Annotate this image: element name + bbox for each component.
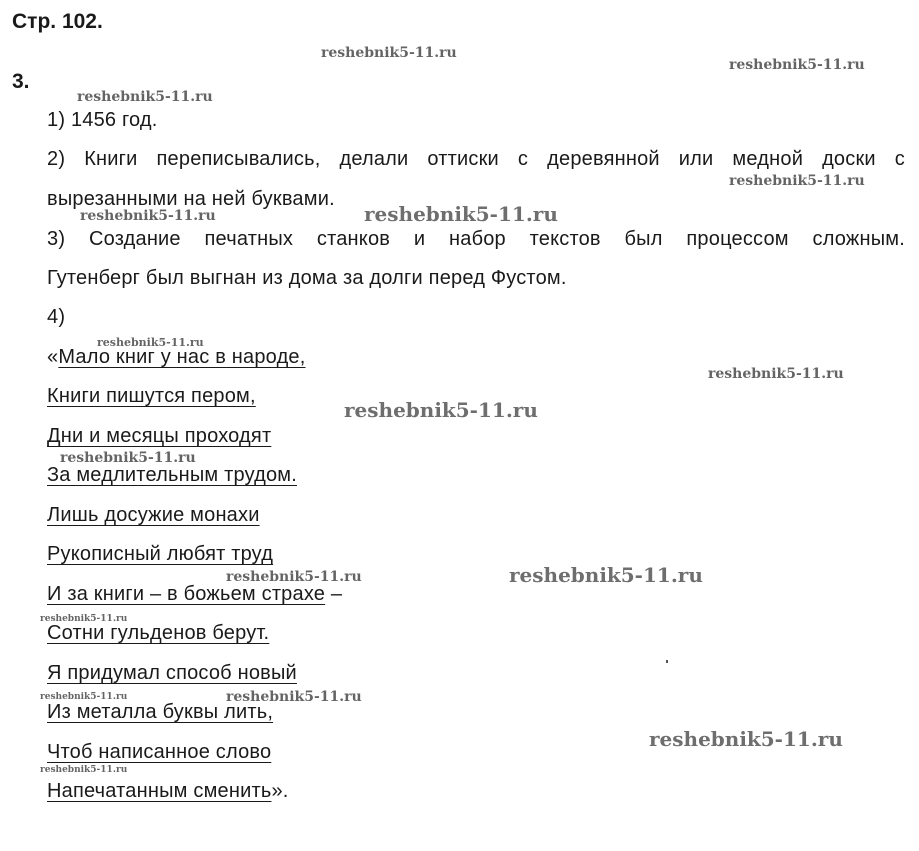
ink-speck [666, 660, 668, 663]
poem-text-4: За медлительным трудом. [47, 464, 298, 486]
poem-text-2: Книги пишутся пером, [47, 385, 256, 407]
poem-line-4 [47, 464, 297, 487]
watermark: reshebnik5-11.ru [344, 398, 538, 422]
watermark: reshebnik5-11.ru [226, 569, 362, 585]
watermark: reshebnik5-11.ru [226, 689, 362, 705]
watermark: reshebnik5-11.ru [97, 336, 204, 349]
answer-1: 1) 1456 год. [47, 109, 158, 131]
answer-2-line-2: вырезанными на ней буквами. [47, 188, 335, 210]
poem-text-1: Мало книг у нас в народе, [58, 346, 306, 368]
poem-text-10: Из металла буквы лить, [47, 701, 274, 723]
watermark: reshebnik5-11.ru [321, 45, 457, 61]
watermark: reshebnik5-11.ru [509, 563, 703, 587]
poem-text-6: Рукописный любят труд [47, 543, 274, 565]
poem-text-12: Напечатанным сменить [47, 780, 272, 802]
watermark: reshebnik5-11.ru [364, 202, 558, 226]
poem-line-3 [47, 425, 271, 448]
watermark: reshebnik5-11.ru [40, 765, 128, 775]
poem-line-2 [47, 385, 256, 408]
poem-line-8 [47, 622, 269, 645]
answer-4-label: 4) [47, 306, 66, 328]
poem-text-11: Чтоб написанное слово [47, 741, 272, 763]
watermark: reshebnik5-11.ru [40, 614, 128, 624]
task-number: 3. [12, 70, 30, 93]
poem-text-9: Я придумал способ новый [47, 662, 297, 684]
watermark: reshebnik5-11.ru [40, 692, 128, 702]
poem-line-9 [47, 662, 297, 685]
poem-line-7 [47, 583, 342, 606]
answer-3-line-1: 3) Создание печатных станков и набор текстов был процессом сложным. [47, 228, 905, 250]
poem-text-8: Сотни гульденов берут. [47, 622, 270, 644]
poem-line-12 [47, 780, 289, 803]
poem-line-6 [47, 543, 273, 566]
close-quote: ». [271, 780, 289, 802]
watermark: reshebnik5-11.ru [80, 208, 216, 224]
poem-line-5 [47, 504, 260, 527]
watermark: reshebnik5-11.ru [77, 89, 213, 105]
page-heading: Стр. 102. [12, 10, 103, 33]
open-quote: « [47, 346, 59, 368]
watermark: reshebnik5-11.ru [60, 450, 196, 466]
poem-text-7: И за книги – в божьем страхе [47, 583, 326, 605]
poem-text-5: Лишь досужие монахи [47, 504, 260, 526]
watermark: reshebnik5-11.ru [729, 57, 865, 73]
answer-2-line-1: 2) Книги переписывались, делали оттиски с деревянной или медной доски с [47, 148, 905, 170]
poem-line-1 [47, 346, 306, 369]
answer-3-line-2: Гутенберг был выгнан из дома за долги перед Фустом. [47, 267, 567, 289]
poem-line-11 [47, 741, 271, 764]
watermark: reshebnik5-11.ru [729, 173, 865, 189]
poem-text-3: Дни и месяцы проходят [47, 425, 272, 447]
watermark: reshebnik5-11.ru [649, 727, 843, 751]
poem-dash: – [325, 583, 343, 605]
watermark: reshebnik5-11.ru [708, 366, 844, 382]
